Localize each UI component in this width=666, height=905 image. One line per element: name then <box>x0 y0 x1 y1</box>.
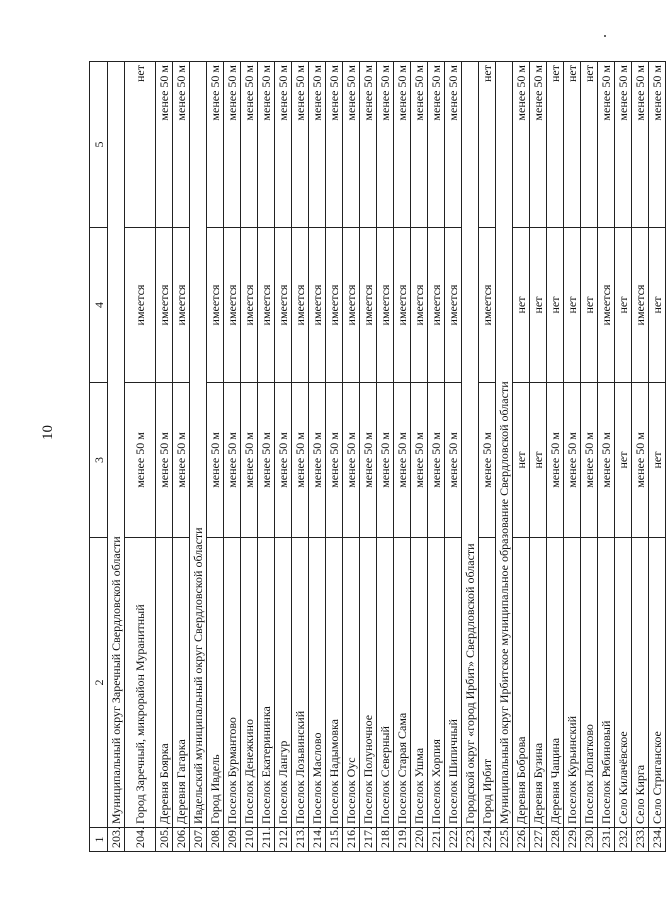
col-3-value: менее 50 м <box>173 383 190 538</box>
col-3-value: менее 50 м <box>125 383 156 538</box>
settlement-name: Поселок Надымовка <box>326 538 343 828</box>
settlement-name: Деревня Чащина <box>547 538 564 828</box>
settlement-name: Поселок Старая Сама <box>394 538 411 828</box>
col-4-value: имеется <box>275 228 292 383</box>
col-3-value: менее 50 м <box>207 383 224 538</box>
table-row <box>377 62 394 852</box>
col-5-value: менее 50 м <box>292 62 309 228</box>
col-4-value: нет <box>649 228 666 383</box>
col-3-value: нет <box>513 383 530 538</box>
settlement-name: Поселок Лопатково <box>581 538 598 828</box>
row-number: 224. <box>479 828 496 852</box>
settlement-name: Поселок Полуночное <box>360 538 377 828</box>
row-number: 219. <box>394 828 411 852</box>
col-3-value: менее 50 м <box>547 383 564 538</box>
row-number: 209. <box>224 828 241 852</box>
col-4-value: имеется <box>309 228 326 383</box>
col-3-value: менее 50 м <box>360 383 377 538</box>
col-3-value: менее 50 м <box>411 383 428 538</box>
table-row <box>530 62 547 852</box>
col-4-value: имеется <box>428 228 445 383</box>
table-row <box>360 62 377 852</box>
col-3-value: нет <box>615 383 632 538</box>
col-5-value: нет <box>564 62 581 228</box>
col-5-value: менее 50 м <box>615 62 632 228</box>
settlements-table <box>89 61 666 852</box>
col-5-value: нет <box>581 62 598 228</box>
col-4-value: имеется <box>411 228 428 383</box>
row-number: 233. <box>632 828 649 852</box>
settlement-name: Село Кирга <box>632 538 649 828</box>
row-number: 205. <box>156 828 173 852</box>
scan-speck <box>604 35 606 37</box>
page-number: 10 <box>40 425 56 440</box>
col-3-value: менее 50 м <box>326 383 343 538</box>
row-number: 232. <box>615 828 632 852</box>
settlement-name: Село Стриганское <box>649 538 666 828</box>
rotated-table-wrapper <box>89 62 664 852</box>
table-row <box>156 62 173 852</box>
row-number: 216. <box>343 828 360 852</box>
col-4-value: имеется <box>224 228 241 383</box>
col-4-value: имеется <box>258 228 275 383</box>
col-3-value: менее 50 м <box>581 383 598 538</box>
col-5-value: менее 50 м <box>513 62 530 228</box>
settlement-name: Деревня Боярка <box>156 538 173 828</box>
settlement-name: Село Килачёвское <box>615 538 632 828</box>
section-title: Городской округ «город Ирбит» Свердловской области <box>462 62 479 828</box>
header-col-4: 4 <box>90 228 108 383</box>
row-number: 230. <box>581 828 598 852</box>
section-title: Ивдельский муниципальный округ Свердловской области <box>190 62 207 828</box>
col-3-value: нет <box>530 383 547 538</box>
row-number: 210. <box>241 828 258 852</box>
col-4-value: имеется <box>445 228 462 383</box>
row-number: 229. <box>564 828 581 852</box>
settlement-name: Город Заречный, микрорайон Муранитный <box>125 538 156 828</box>
table-row <box>445 62 462 852</box>
row-number: 226. <box>513 828 530 852</box>
col-5-value: менее 50 м <box>258 62 275 228</box>
table-row <box>241 62 258 852</box>
settlement-name: Поселок Бурмантово <box>224 538 241 828</box>
table-row <box>513 62 530 852</box>
col-4-value: нет <box>615 228 632 383</box>
row-number: 217. <box>360 828 377 852</box>
col-3-value: менее 50 м <box>445 383 462 538</box>
row-number: 207. <box>190 828 207 852</box>
col-5-value: менее 50 м <box>241 62 258 228</box>
row-number: 218. <box>377 828 394 852</box>
col-5-value: менее 50 м <box>428 62 445 228</box>
table-row <box>309 62 326 852</box>
table-row <box>292 62 309 852</box>
section-row <box>496 62 513 852</box>
row-number: 231. <box>598 828 615 852</box>
col-4-value: имеется <box>360 228 377 383</box>
col-3-value: нет <box>649 383 666 538</box>
row-number: 213. <box>292 828 309 852</box>
col-5-value: менее 50 м <box>632 62 649 228</box>
col-5-value: менее 50 м <box>411 62 428 228</box>
col-3-value: менее 50 м <box>564 383 581 538</box>
col-4-value: имеется <box>326 228 343 383</box>
col-3-value: менее 50 м <box>241 383 258 538</box>
col-3-value: менее 50 м <box>632 383 649 538</box>
row-number: 220. <box>411 828 428 852</box>
settlement-name: Поселок Хорпия <box>428 538 445 828</box>
row-number: 234. <box>649 828 666 852</box>
col-5-value: нет <box>547 62 564 228</box>
col-5-value: менее 50 м <box>326 62 343 228</box>
col-4-value: имеется <box>207 228 224 383</box>
settlement-name: Поселок Курьинский <box>564 538 581 828</box>
settlement-name: Поселок Северный <box>377 538 394 828</box>
col-4-value: нет <box>581 228 598 383</box>
row-number: 228. <box>547 828 564 852</box>
col-5-value: менее 50 м <box>530 62 547 228</box>
row-number: 227. <box>530 828 547 852</box>
col-5-value: нет <box>479 62 496 228</box>
col-5-value: менее 50 м <box>377 62 394 228</box>
col-3-value: менее 50 м <box>156 383 173 538</box>
table-row <box>125 62 156 852</box>
settlement-name: Поселок Маслово <box>309 538 326 828</box>
row-number: 203. <box>108 828 125 852</box>
table-row <box>581 62 598 852</box>
col-4-value: имеется <box>632 228 649 383</box>
header-row <box>90 62 108 852</box>
header-col-5: 5 <box>90 62 108 228</box>
table-row <box>326 62 343 852</box>
settlement-name: Город Ирбит <box>479 538 496 828</box>
col-4-value: имеется <box>241 228 258 383</box>
col-5-value: менее 50 м <box>224 62 241 228</box>
table-row <box>428 62 445 852</box>
col-4-value: нет <box>547 228 564 383</box>
table-row <box>615 62 632 852</box>
table-row <box>411 62 428 852</box>
col-4-value: имеется <box>394 228 411 383</box>
row-number: 223. <box>462 828 479 852</box>
col-5-value: менее 50 м <box>360 62 377 228</box>
section-row <box>462 62 479 852</box>
col-4-value: имеется <box>598 228 615 383</box>
settlement-name: Поселок Екатерининка <box>258 538 275 828</box>
table-row <box>207 62 224 852</box>
table-row <box>598 62 615 852</box>
col-5-value: нет <box>125 62 156 228</box>
settlement-name: Деревня Бузина <box>530 538 547 828</box>
table-row <box>547 62 564 852</box>
settlement-name: Город Ивдель <box>207 538 224 828</box>
col-4-value: нет <box>513 228 530 383</box>
col-5-value: менее 50 м <box>156 62 173 228</box>
settlement-name: Поселок Шипичный <box>445 538 462 828</box>
table-row <box>394 62 411 852</box>
settlement-name: Поселок Лозьвинский <box>292 538 309 828</box>
settlement-name: Поселок Рябиновый <box>598 538 615 828</box>
table-row <box>632 62 649 852</box>
row-number: 214. <box>309 828 326 852</box>
col-3-value: менее 50 м <box>394 383 411 538</box>
row-number: 211. <box>258 828 275 852</box>
settlement-name: Деревня Боброва <box>513 538 530 828</box>
col-5-value: менее 50 м <box>649 62 666 228</box>
table-row <box>258 62 275 852</box>
row-number: 225. <box>496 828 513 852</box>
header-col-2: 2 <box>90 538 108 828</box>
col-5-value: менее 50 м <box>275 62 292 228</box>
col-3-value: менее 50 м <box>292 383 309 538</box>
settlement-name: Деревня Гагарка <box>173 538 190 828</box>
settlement-name: Поселок Оус <box>343 538 360 828</box>
col-4-value: имеется <box>125 228 156 383</box>
table-row <box>224 62 241 852</box>
col-5-value: менее 50 м <box>343 62 360 228</box>
col-5-value: менее 50 м <box>173 62 190 228</box>
table-row <box>479 62 496 852</box>
row-number: 222. <box>445 828 462 852</box>
table-row <box>649 62 666 852</box>
col-4-value: нет <box>564 228 581 383</box>
table-body <box>108 62 666 852</box>
col-3-value: менее 50 м <box>343 383 360 538</box>
row-number: 206. <box>173 828 190 852</box>
row-number: 208. <box>207 828 224 852</box>
col-5-value: менее 50 м <box>309 62 326 228</box>
row-number: 221. <box>428 828 445 852</box>
table-row <box>564 62 581 852</box>
settlement-name: Поселок Ушма <box>411 538 428 828</box>
col-4-value: нет <box>530 228 547 383</box>
col-4-value: имеется <box>377 228 394 383</box>
table-row <box>275 62 292 852</box>
col-3-value: менее 50 м <box>258 383 275 538</box>
settlement-name: Поселок Денежкино <box>241 538 258 828</box>
col-4-value: имеется <box>173 228 190 383</box>
col-5-value: менее 50 м <box>207 62 224 228</box>
row-number: 212. <box>275 828 292 852</box>
col-3-value: менее 50 м <box>428 383 445 538</box>
col-3-value: менее 50 м <box>479 383 496 538</box>
col-5-value: менее 50 м <box>394 62 411 228</box>
col-5-value: менее 50 м <box>445 62 462 228</box>
col-4-value: имеется <box>156 228 173 383</box>
section-row <box>108 62 125 852</box>
col-3-value: менее 50 м <box>224 383 241 538</box>
col-4-value: имеется <box>292 228 309 383</box>
row-number: 204. <box>125 828 156 852</box>
settlement-name: Поселок Лангур <box>275 538 292 828</box>
col-3-value: менее 50 м <box>275 383 292 538</box>
table-row <box>343 62 360 852</box>
section-row <box>190 62 207 852</box>
col-3-value: менее 50 м <box>309 383 326 538</box>
col-3-value: менее 50 м <box>598 383 615 538</box>
header-col-1: 1 <box>90 828 108 852</box>
section-title: Муниципальный округ Ирбитское муниципальное образование Свердловской области <box>496 62 513 828</box>
section-title: Муниципальный округ Заречный Свердловской области <box>108 62 125 828</box>
col-3-value: менее 50 м <box>377 383 394 538</box>
col-4-value: имеется <box>343 228 360 383</box>
header-col-3: 3 <box>90 383 108 538</box>
table-row <box>173 62 190 852</box>
col-4-value: имеется <box>479 228 496 383</box>
row-number: 215. <box>326 828 343 852</box>
col-5-value: менее 50 м <box>598 62 615 228</box>
